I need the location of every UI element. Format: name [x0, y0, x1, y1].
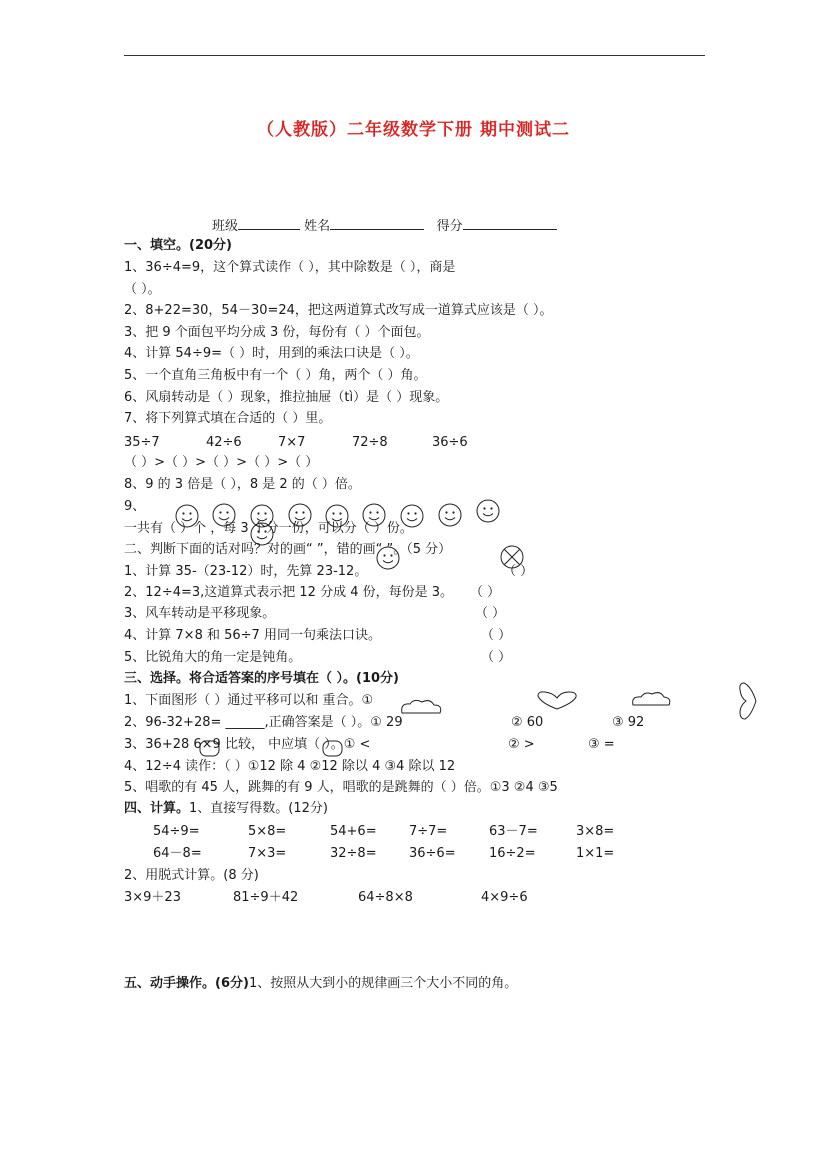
section-4-heading: 四、计算。	[124, 801, 190, 816]
question-1-5: 5、一个直角三角板中有一个（ ）角，两个（ ）角。	[124, 368, 427, 383]
name-label: 姓名	[304, 219, 331, 234]
mental-calc: 5×8=	[248, 824, 287, 839]
stepwise-calc: 4×9÷6	[481, 890, 528, 905]
mental-calc: 54+6=	[330, 824, 377, 839]
rounded-box-icon	[199, 740, 221, 758]
section-5-row	[124, 975, 517, 993]
choice-question-5: 5、唱歌的有 45 人，跳舞的有 9 人，唱歌的是跳舞的（ ）倍。①3 ②4 ③5	[124, 780, 558, 795]
question-1-4: 4、计算 54÷9=（ ）时，用到的乘法口诀是（ ）。	[124, 346, 419, 361]
expression-1: 35÷7	[124, 435, 160, 450]
mental-calc: 64－8=	[153, 846, 202, 861]
judge-answer-1[interactable]: （ ）	[503, 564, 534, 579]
mental-calc: 16÷2=	[489, 846, 536, 861]
stepwise-calc: 3×9＋23	[124, 890, 181, 905]
header-rule	[124, 55, 705, 56]
name-blank[interactable]	[330, 215, 424, 230]
section-4-sub-2: 2、用脱式计算。(8 分)	[124, 868, 259, 883]
smiley-face-icon	[376, 546, 400, 570]
mental-calc: 54÷9=	[153, 824, 200, 839]
question-1-9-text: 一共有（ ）个 ，每 3 个分一份，可以分（ ）份。	[124, 521, 413, 536]
expression-2: 42÷6	[206, 435, 242, 450]
choice-question-3: 3、36+28 6×9 比较， 中应填（ ）。① <	[124, 737, 371, 752]
mental-calc: 63－7=	[489, 824, 538, 839]
section-5-text: 1、按照从大到小的规律画三个大小不同的角。	[248, 976, 518, 991]
mental-calc: 36÷6=	[409, 846, 456, 861]
choice-question-2: 2、96-32+28= ______,正确答案是（ ）。① 29	[124, 715, 403, 730]
section-5-heading: 五、动手操作。(6分)	[124, 976, 249, 991]
judge-item-1: 1、计算 35-（23-12）时，先算 23-12。	[124, 564, 368, 579]
section-2-heading: 二、判断下面的话对吗？对的画“ ”，错的画“ ”。（5 分）	[124, 542, 452, 557]
judge-answer-3[interactable]: （ ）	[475, 606, 506, 621]
judge-item-3: 3、风车转动是平移现象。	[124, 606, 276, 621]
cloud-shape-icon	[398, 697, 444, 719]
section-4-heading-row	[124, 800, 328, 818]
section-4-sub-1: 1、直接写得数。(12分)	[189, 801, 328, 816]
section-3-heading: 三、选择。将合适答案的序号填在（ ）。(10分)	[124, 671, 399, 686]
class-label: 班级	[212, 219, 239, 234]
class-blank[interactable]	[238, 215, 300, 230]
cloud-shape-icon	[630, 689, 672, 711]
heart-shape-icon	[737, 680, 759, 722]
question-1-2: 2、8+22=30，54－30=24，把这两道算式改写成一道算式应该是（ ）。	[124, 303, 553, 318]
stepwise-calc: 64÷8×8	[358, 890, 413, 905]
judge-item-5: 5、比锐角大的角一定是钝角。	[124, 650, 302, 665]
student-info-row	[212, 215, 557, 236]
question-1-1: 1、36÷4=9，这个算式读作（ ），其中除数是（ ），商是	[124, 260, 456, 275]
expression-4: 72÷8	[352, 435, 388, 450]
stepwise-calc: 81÷9＋42	[233, 890, 299, 905]
choice-question-3-option-2: ② >	[508, 737, 535, 752]
comparison-row: （ ）>（ ）>（ ）>（ ）>（ ）	[124, 455, 319, 470]
page-title: （人教版）二年级数学下册 期中测试二	[257, 120, 570, 140]
judge-item-2: 2、12÷4=3,这道算式表示把 12 分成 4 份，每份是 3。	[124, 585, 454, 600]
mental-calc: 7÷7=	[409, 824, 448, 839]
question-1-7: 7、将下列算式填在合适的（ ）里。	[124, 411, 332, 426]
question-1-9: 9、	[124, 499, 146, 514]
choice-question-3-option-3: ③ =	[588, 737, 615, 752]
expression-5: 36÷6	[432, 435, 468, 450]
judge-answer-4[interactable]: （ ）	[481, 628, 512, 643]
smiley-face-icon	[476, 499, 500, 523]
judge-item-4: 4、计算 7×8 和 56÷7 用同一句乘法口诀。	[124, 628, 381, 643]
mental-calc: 1×1=	[576, 846, 615, 861]
judge-answer-5[interactable]: （ ）	[481, 650, 512, 665]
question-1-6: 6、风扇转动是（ ）现象，推拉抽屉（tì）是（ ）现象。	[124, 390, 449, 405]
judge-answer-2[interactable]: （ ）	[470, 585, 501, 600]
mental-calc: 3×8=	[576, 824, 615, 839]
section-1-heading: 一、填空。(20分)	[124, 238, 232, 253]
heart-shape-icon	[535, 689, 579, 711]
mental-calc: 7×3=	[248, 846, 287, 861]
expression-3: 7×7	[278, 435, 306, 450]
mental-calc: 32÷8=	[330, 846, 377, 861]
smiley-face-icon	[438, 503, 462, 527]
choice-question-2-option-2: ② 60	[511, 715, 544, 730]
question-1-3: 3、把 9 个面包平均分成 3 份，每份有（ ）个面包。	[124, 325, 430, 340]
question-1-8: 8、9 的 3 倍是（ ），8 是 2 的（ ）倍。	[124, 477, 361, 492]
score-blank[interactable]	[463, 215, 557, 230]
score-label: 得分	[436, 219, 463, 234]
rounded-box-icon	[322, 740, 344, 758]
choice-question-2-option-3: ③ 92	[612, 715, 645, 730]
question-1-1-cont: （ ）。	[124, 282, 161, 297]
choice-question-1: 1、下面图形（ ）通过平移可以和 重合。①	[124, 693, 374, 708]
choice-question-4: 4、12÷4 读作：（ ）①12 除 4 ②12 除以 4 ③4 除以 12	[124, 759, 456, 774]
